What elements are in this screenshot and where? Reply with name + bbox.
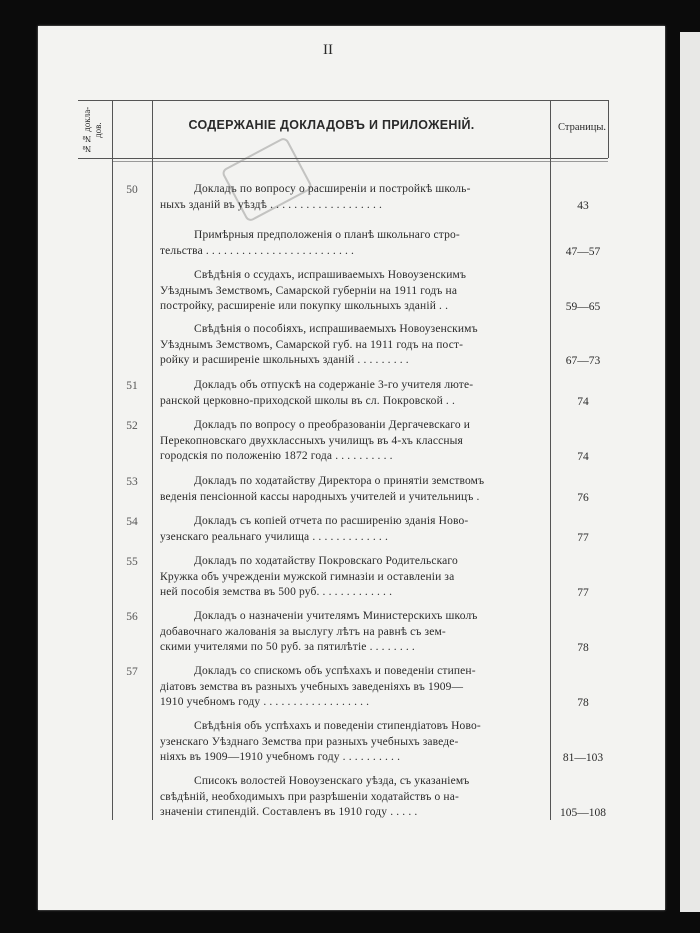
entry-line: Докладъ объ отпускѣ на содержаніе 3-го учителя лютe- — [194, 379, 474, 391]
page-reference: 105—108 — [560, 807, 606, 820]
page-reference: 78 — [577, 697, 589, 710]
contents-entry — [160, 182, 548, 213]
contents-entry — [160, 418, 548, 465]
entry-line: городскія по положенію 1872 года . . . . . . . . . . — [160, 450, 393, 463]
entry-line: 1910 учебномъ году . . . . . . . . . . . . . . . . . . — [160, 696, 370, 709]
contents-entry — [160, 378, 548, 409]
contents-entry — [160, 322, 548, 369]
entry-line: Кружка объ учрежденіи мужской гимназіи и оставленіи за — [160, 570, 455, 583]
contents-entry — [160, 719, 548, 766]
contents-entry — [160, 609, 548, 656]
page-reference: 77 — [577, 587, 589, 600]
report-number: 53 — [126, 476, 138, 488]
entry-line: ройку и расширеніе школьныхъ зданій . . . . . . . . . — [160, 354, 409, 367]
entry-line: свѣдѣній, необходимыхъ при разрѣшеніи ходатайствъ о на- — [160, 790, 459, 803]
report-number: 57 — [126, 666, 138, 678]
entry-line: Свѣдѣнія о пособіяхъ, испрашиваемыхъ Новоузенскимъ — [194, 323, 478, 335]
contents-entry — [160, 774, 548, 821]
entry-line: Перекопновскаго двухклассныхъ училищъ въ 4-хъ классныя — [160, 434, 464, 447]
page-reference: 77 — [577, 531, 589, 544]
report-number: 50 — [126, 184, 138, 196]
report-number: 56 — [126, 611, 138, 623]
report-number: 54 — [126, 516, 138, 528]
contents-entry — [160, 228, 548, 259]
entry-line: Уѣзднымъ Земствомъ, Самарской губ. на 1911 годъ на пост- — [160, 338, 464, 351]
page-reference: 81—103 — [562, 752, 604, 765]
page-reference: 78 — [577, 642, 589, 655]
entry-line: постройку, расширеніе или покупку школьныхъ зданій . . — [160, 300, 449, 313]
report-number: 52 — [126, 420, 138, 432]
entry-line: Уѣзднымъ Земствомъ, Самарской губерніи на 1911 годъ на — [160, 284, 458, 297]
entry-line: Свѣдѣнія объ успѣхахъ и поведеніи стипендіатовъ Ново- — [194, 720, 481, 732]
contents-entry — [160, 514, 548, 545]
entry-line: ныхъ зданій въ уѣздѣ . . . . . . . . . . . . . . . . . . . — [160, 198, 383, 211]
contents-entry — [160, 474, 548, 505]
report-number: 55 — [126, 556, 138, 568]
entry-line: Докладъ по ходатайству Директора о принятіи земствомъ — [194, 475, 485, 487]
page-reference: 67—73 — [565, 355, 601, 368]
page-reference: 59—65 — [565, 301, 601, 314]
entry-line: ней пособія земства въ 500 руб. . . . . . . . . . . . . — [160, 586, 393, 599]
entry-line: узенскаго реальнаго училища . . . . . . . . . . . . . — [160, 530, 388, 543]
entry-line: Примѣрныя предположенія о планѣ школьнаго стро- — [194, 229, 460, 241]
contents-entry — [160, 664, 548, 711]
header-pages: Страницы. — [557, 122, 607, 133]
entry-line: тельства . . . . . . . . . . . . . . . . . . . . . . . . . — [160, 244, 355, 257]
page-reference: 74 — [577, 395, 589, 408]
report-number: 51 — [126, 380, 138, 392]
entry-line: Докладъ по вопросу о расширеніи и постройкѣ школь- — [194, 183, 471, 195]
page-reference: 74 — [577, 451, 589, 464]
adjacent-page-edge — [680, 32, 700, 912]
entry-line: скими учителями по 50 руб. за пятилѣтіе . . . . . . . . — [160, 641, 415, 654]
entry-line: веденія пенсіонной кассы народныхъ учителей и учительницъ . — [160, 490, 480, 503]
entry-line: Докладъ съ копіей отчета по расширенію зданія Ново- — [194, 515, 469, 527]
entry-line: Докладъ со спискомъ объ успѣхахъ и поведеніи стипен- — [194, 665, 476, 677]
entry-line: Списокъ волостей Новоузенскаго уѣзда, съ указаніемъ — [194, 775, 470, 787]
page-number: II — [323, 42, 333, 58]
entry-line: ніяхъ въ 1909—1910 учебномъ году . . . . . . . . . . — [160, 751, 401, 764]
contents-entry — [160, 554, 548, 601]
entry-line: узенскаго Уѣзднаго Земства при разныхъ учебныхъ заведе- — [160, 735, 459, 748]
entry-line: Свѣдѣнія о ссудахъ, испрашиваемыхъ Новоузенскимъ — [194, 269, 467, 281]
page-reference: 47—57 — [565, 245, 601, 258]
page-reference: 43 — [577, 199, 589, 212]
page-reference: 76 — [577, 491, 589, 504]
entry-line: діатовъ земства въ разныхъ учебныхъ заведеніяхъ въ 1909— — [160, 680, 464, 693]
entry-line: Докладъ по ходатайству Покровскаго Родительскаго — [194, 555, 458, 567]
entry-line: Докладъ по вопросу о преобразованіи Дергачевскаго и — [194, 419, 471, 431]
header-title: СОДЕРЖАНІЕ ДОКЛАДОВЪ И ПРИЛОЖЕНІЙ. — [188, 118, 475, 132]
entry-line: Докладъ о назначеніи учителямъ Министерскихъ школъ — [194, 610, 478, 622]
entry-line: добавочнаго жалованія за выслугу лѣтъ на равнѣ съ зем- — [160, 625, 446, 638]
entry-line: значеніи стипендій. Составленъ въ 1910 году . . . . . — [160, 806, 418, 819]
contents-entry — [160, 268, 548, 315]
entry-line: ранской церковно-приходской школы въ сл. Покровской . . — [160, 394, 455, 407]
header-report-number: №№ докла-дов. — [82, 106, 103, 154]
